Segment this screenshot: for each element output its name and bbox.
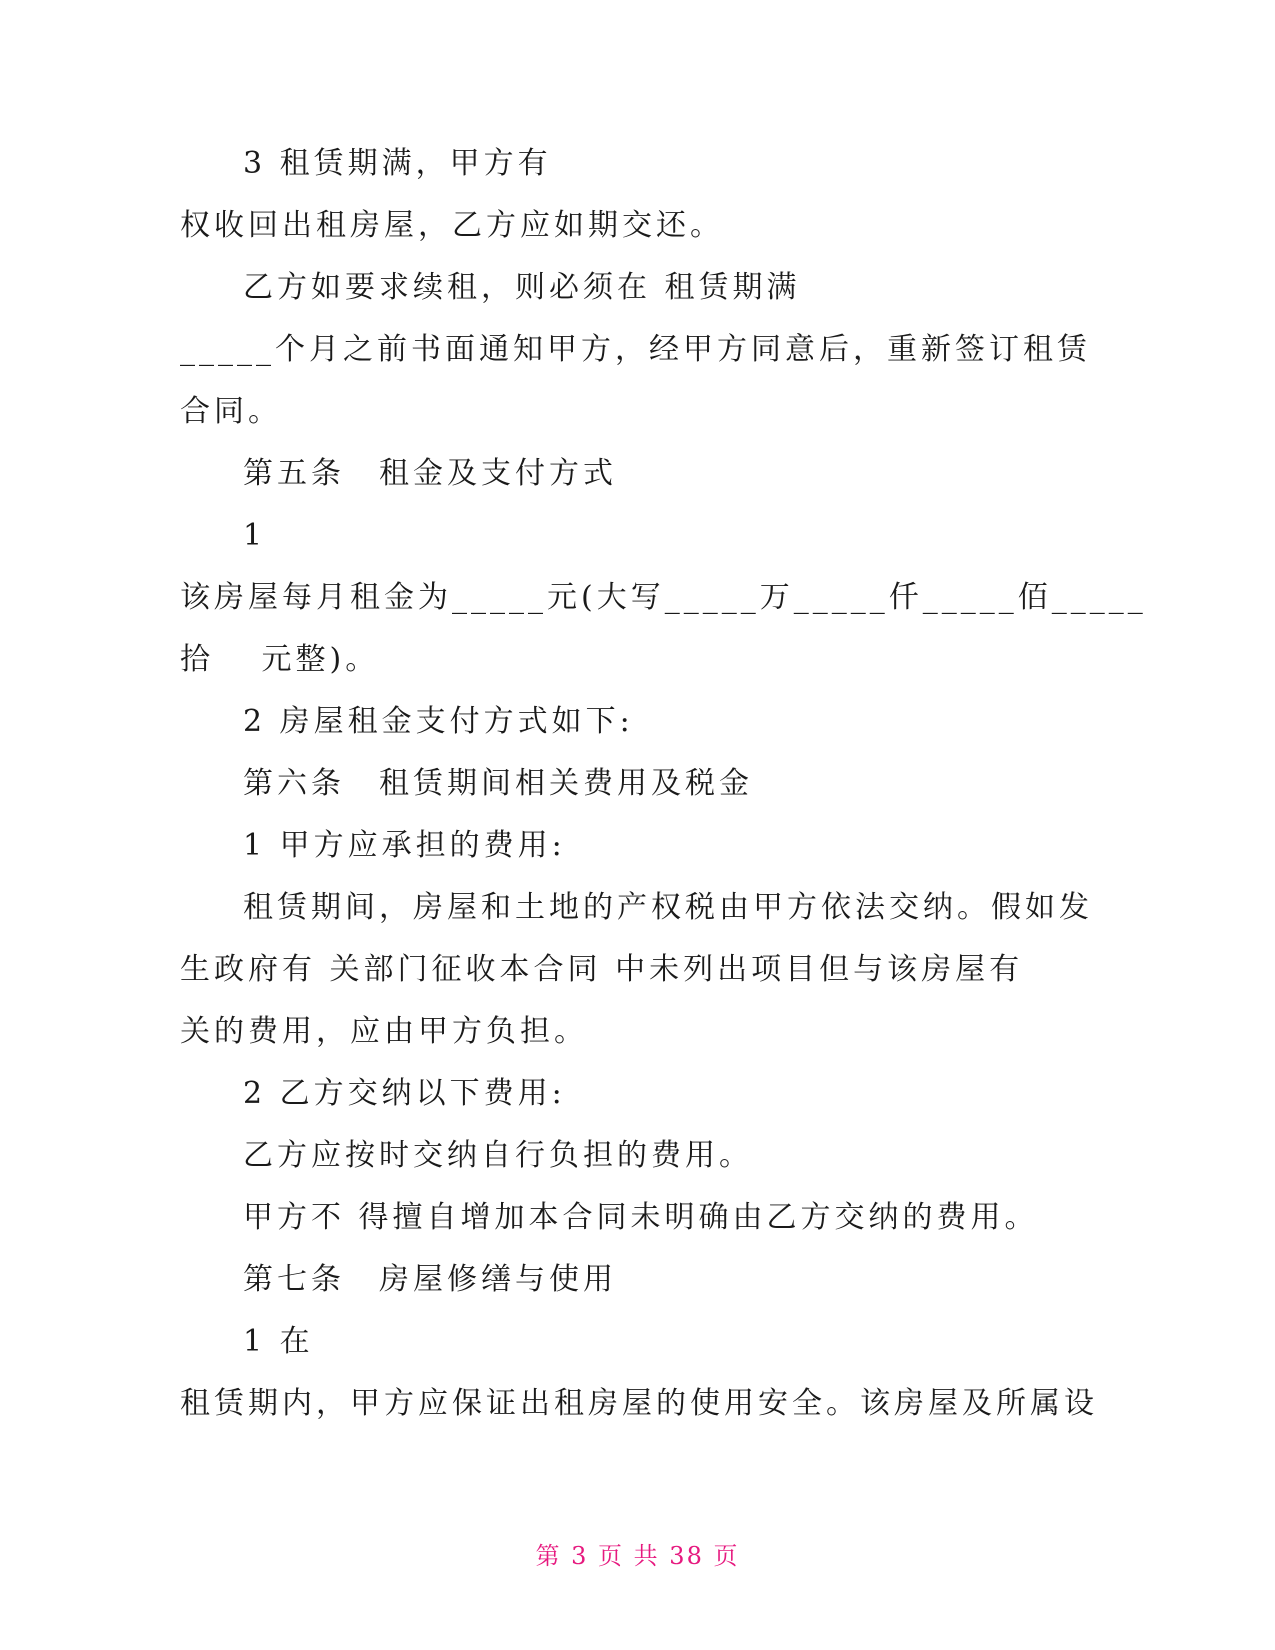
section-heading: 第五条 租金及支付方式 — [243, 456, 617, 491]
body-line: 1 — [243, 518, 267, 553]
body-line: 该房屋每月租金为_____元(大写_____万_____仟_____佰_____ — [180, 580, 1147, 615]
body-line: 乙方应按时交纳自行负担的费用。 — [243, 1138, 753, 1173]
body-line: 乙方如要求续租，则必须在 租赁期满 — [243, 270, 801, 305]
body-line: 权收回出租房屋，乙方应如期交还。 — [180, 208, 724, 243]
body-line: 拾 元整)。 — [180, 642, 380, 677]
body-line: 关的费用，应由甲方负担。 — [180, 1014, 588, 1049]
body-line: 租赁期内，甲方应保证出租房屋的使用安全。该房屋及所属设 — [180, 1386, 1098, 1421]
body-line: 甲方不 得擅自增加本合同未明确由乙方交纳的费用。 — [243, 1200, 1039, 1235]
body-line: 2 房屋租金支付方式如下: — [243, 704, 634, 739]
section-heading: 第六条 租赁期间相关费用及税金 — [243, 766, 753, 801]
section-heading: 第七条 房屋修缮与使用 — [243, 1262, 617, 1297]
body-line: 租赁期间，房屋和土地的产权税由甲方依法交纳。假如发 — [243, 890, 1093, 925]
body-line: 1 在 — [243, 1324, 314, 1359]
body-line: _____个月之前书面通知甲方，经甲方同意后，重新签订租赁 — [180, 332, 1091, 367]
body-line: 生政府有 关部门征收本合同 中未列出项目但与该房屋有 — [180, 952, 1024, 987]
body-line: 1 甲方应承担的费用: — [243, 828, 566, 863]
body-line: 2 乙方交纳以下费用: — [243, 1076, 566, 1111]
body-line: 合同。 — [180, 394, 282, 429]
page-number-footer: 第 3 页 共 38 页 — [535, 1542, 740, 1570]
body-line: 3 租赁期满，甲方有 — [243, 146, 552, 181]
